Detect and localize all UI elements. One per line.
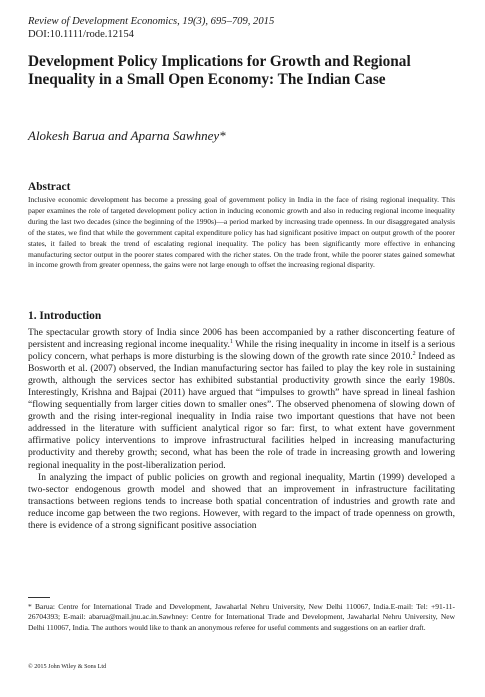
copyright-notice: © 2015 John Wiley & Sons Ltd <box>28 663 107 670</box>
paragraph-text: The spectacular growth story of India since 2006 has been accompanied by a rather disconcerting feature of persistent and increasing regional income inequality. <box>28 327 455 351</box>
introduction-body <box>28 327 455 532</box>
article-authors: Alokesh Barua and Aparna Sawhney* <box>28 128 226 143</box>
footnote-ref-1[interactable]: 1 <box>229 338 233 345</box>
article-page <box>28 0 455 697</box>
footnote-divider <box>28 597 50 598</box>
doi-link[interactable]: DOI:10.1111/rode.12154 <box>28 29 134 40</box>
abstract-heading: Abstract <box>28 181 71 193</box>
abstract-text: Inclusive economic development has become a pressing goal of government policy in India in the face of rising regional inequality. This paper examines the role of targeted development policy action in inducing economic growth and also in reducing regional income inequality during the last two decades (since the beginning of the 1990s)—a period marked by increasing trade openness. In our disaggregated analysis of the states, we find that while the government capital expenditure policy has had significant positive impact on output growth of the poorer states, it failed to break the trend of escalating regional inequality. The policy has been significantly more effective in enhancing manufacturing sector output in the poorer states compared with the richer states. On the trade front, while the poorer states gained somewhat in income growth from greater openness, the gains were not large enough to offset the increasing regional disparity. <box>28 195 455 270</box>
journal-citation: Review of Development Economics, 19(3), 695–709, 2015 <box>28 16 275 27</box>
introduction-paragraph-1 <box>28 327 455 472</box>
paragraph-text: While the rising inequality in income in itself is a serious policy concern, what perhaps is more disturbing is the slowing down of the growth rate since 2010. <box>28 339 455 363</box>
article-title: Development Policy Implications for Growth and Regional Inequality in a Small Open Economy: The Indian Case <box>28 53 411 88</box>
footnote-ref-2[interactable]: 2 <box>412 350 416 357</box>
paragraph-text: Indeed as Bosworth et al. (2007) observed, the Indian manufacturing sector has failed to play the key role in sustaining growth, although the services sector has exhibited substantial productivity growth since the early 1980s. Interestingly, Krishna and Bajpai (2011) have argued that “impulses to growth” have spread in lineal fashion “flowing sequentially from larger cities down to smaller ones”. The observed phenomena of slowing down of growth and the rising inter-regional inequality in India raise two important questions that have not been addressed in the literature with sufficient analytical rigor so far: first, to what extent have government affirmative policy interventions to improve infrastructural facilities helped in increasing manufacturing productivity and thereby growth; second, what has been the role of trade in increasing growth and lowering regional inequality in the post-liberalization period. <box>28 351 456 471</box>
introduction-paragraph-2: In analyzing the impact of public policies on growth and regional inequality, Martin (1999) developed a two-sector endogenous growth model and showed that an improvement in infrastructure facilitating transactions between regions tends to increase both spatial concentration of industries and growth rate and reduce income gap between the two regions. However, with regard to the impact of trade openness on growth, there is evidence of a strong significant positive association <box>28 471 455 531</box>
introduction-heading: 1. Introduction <box>28 310 102 322</box>
author-footnote: * Barua: Centre for International Trade and Development, Jawaharlal Nehru University, New Delhi 110067, India.E-mail: Tel: +91-11-26704393; E-mail: abarua@mail.jnu.ac.in.Sawhney: Centre for International Trade and Development, Jawaharlal Nehru University, New Delhi 110067, India. The authors would like to thank an anonymous referee for useful comments and suggestions on an earlier draft. <box>28 602 455 632</box>
